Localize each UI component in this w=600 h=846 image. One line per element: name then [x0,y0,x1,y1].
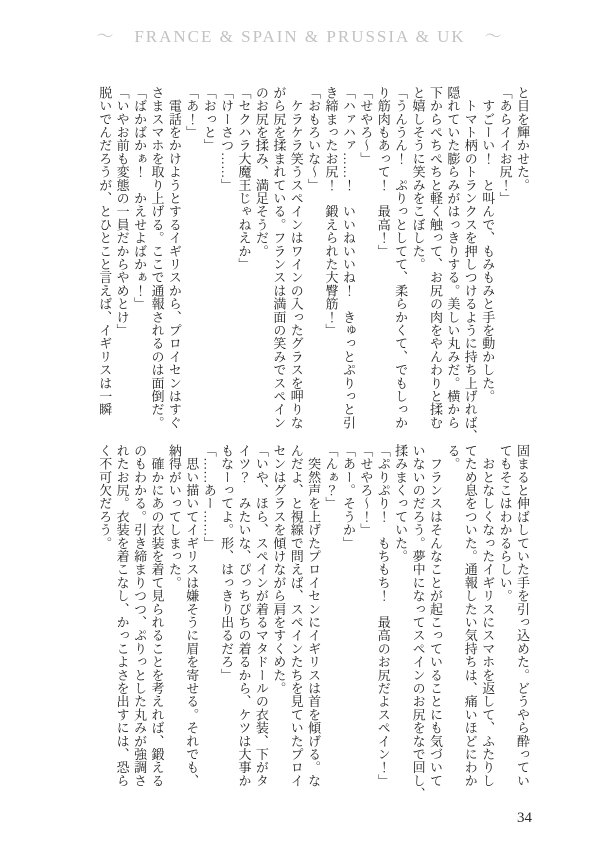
page-number: 34 [517,810,532,826]
text-line: いないのだろう。夢中になってスペインのお尻をなで回し、 [410,444,426,801]
text-line: 「セクハラ大魔王じゃねえか」 [236,86,252,271]
text-line: もなーってよ。形、はっきり出るだろ」 [219,444,235,682]
text-line: 「せやろ〜」 [358,86,374,166]
text-line: フランスはそんなことが起こっていることにも気づいて [427,444,443,788]
text-line: すごーい！ と叫んで、もみもみと手を動かした。 [480,86,496,403]
text-line: 納得がいってしまった。 [166,444,182,590]
text-line: 「ぷりぷり！ もちもち！ 最高のお尻だよスペイン！」 [375,444,391,788]
text-line: 「んぁ？」 [323,444,339,510]
text-line: り筋肉もあって！ 最高！」 [375,86,391,258]
text-line: 「ハァハァ……！ いいねいいね！ きゅっとぷりっと引 [340,86,356,430]
text-band-bottom [95,444,531,800]
text-line: 「……あー……」 [201,444,217,550]
text-line: てもそこはわかるらしい。 [497,444,513,603]
text-line: 「いやお前も変態の一員だからやめとけ」 [114,86,130,337]
text-line: のお尻を揉み、満足そうだ。 [253,86,269,258]
text-line: 確かにあの衣装を着て見られることを考えれば、鍛える [149,444,165,788]
text-line: んだよ、と視線で問えば、スペインたちを見ていたプロイ [288,444,304,788]
page-header-title: 〜 FRANCE & SPAIN & PRUSSIA & UK 〜 [96,27,504,46]
text-line: 「あー。そうか」 [340,444,356,550]
text-line: 「おもろいな〜」 [306,86,322,192]
text-band-top [95,86,531,443]
text-line: 揉みまくっていた。 [393,444,409,563]
text-line: のもわかる。引き締まりつつ、ぷりっとした丸みが強調さ [132,444,148,788]
text-line: おとなしくなったイギリスにスマホを返して、ふたりし [480,444,496,788]
text-line: る。 [445,444,461,471]
text-line: がら尻を揉まれている。フランスは満面の笑みでスペイン [271,86,287,430]
text-line: 隠れていた膨らみがはっきりする。美しい丸みだ。横から [445,86,461,430]
text-line: 「ばかばかぁ！ かえせよばかぁ！」 [132,86,148,311]
text-line: 電話をかけようとするイギリスから、プロイセンはすぐ [166,86,182,430]
text-line: 固まると伸ばしていた手を引っ込めた。どうやら酔ってい [515,444,530,788]
text-line: 「おっと」 [201,86,217,152]
text-line: 「あらイイお尻！」 [497,86,513,205]
text-line: トマト柄のトランクスを押しつけるように持ち上げれば、 [462,86,478,443]
text-line: 「あ！」 [184,86,200,139]
text-line: と目を輝かせた。 [515,86,530,192]
text-line: 思い描いてイギリスは嫌そうに眉を寄せる。それでも、 [184,444,200,788]
text-line: てため息をついた。通報したい気持ちは、痛いほどにわか [462,444,478,788]
text-line: と嬉しそうに笑みをこぼした。 [410,86,426,271]
text-line: 「せやろ〜！」 [358,444,374,537]
text-line: ケラケラ笑うスペインはワインの入ったグラスを呷りな [288,86,304,430]
text-line: イツ？ みたいな、ぴっちぴちの着るから、ケツは大事か [236,444,252,788]
text-line: き締まったお尻！ 鍛えられた大臀筋！」 [323,86,339,337]
text-line: 下からぺちぺちと軽く触って、お尻の肉をやんわりと揉む [427,86,443,430]
text-line: く不可欠だろう。 [97,444,113,550]
text-line: 「いや、ほら、スペインが着るマタドールの衣装、下がタ [253,444,269,788]
text-line: 「うんうん！ ぷりっとしてて、柔らかくて、でもしっか [393,86,409,430]
text-line: 突然声を上げたプロイセンにイギリスは首を傾げる。な [306,444,322,788]
text-line: れたお尻。衣装を着こなし、かっこよさを出すには、恐ら [114,444,130,788]
text-line: 「けーさつ……」 [219,86,235,192]
text-line: センはグラスを傾けながら肩をすくめた。 [271,444,287,695]
text-line: 脱いでんだろうが、とひとこと言えば、イギリスは一瞬 [97,86,113,416]
text-line: さまスマホを取り上げる。ここで通報されるのは面倒だ。 [149,86,165,430]
